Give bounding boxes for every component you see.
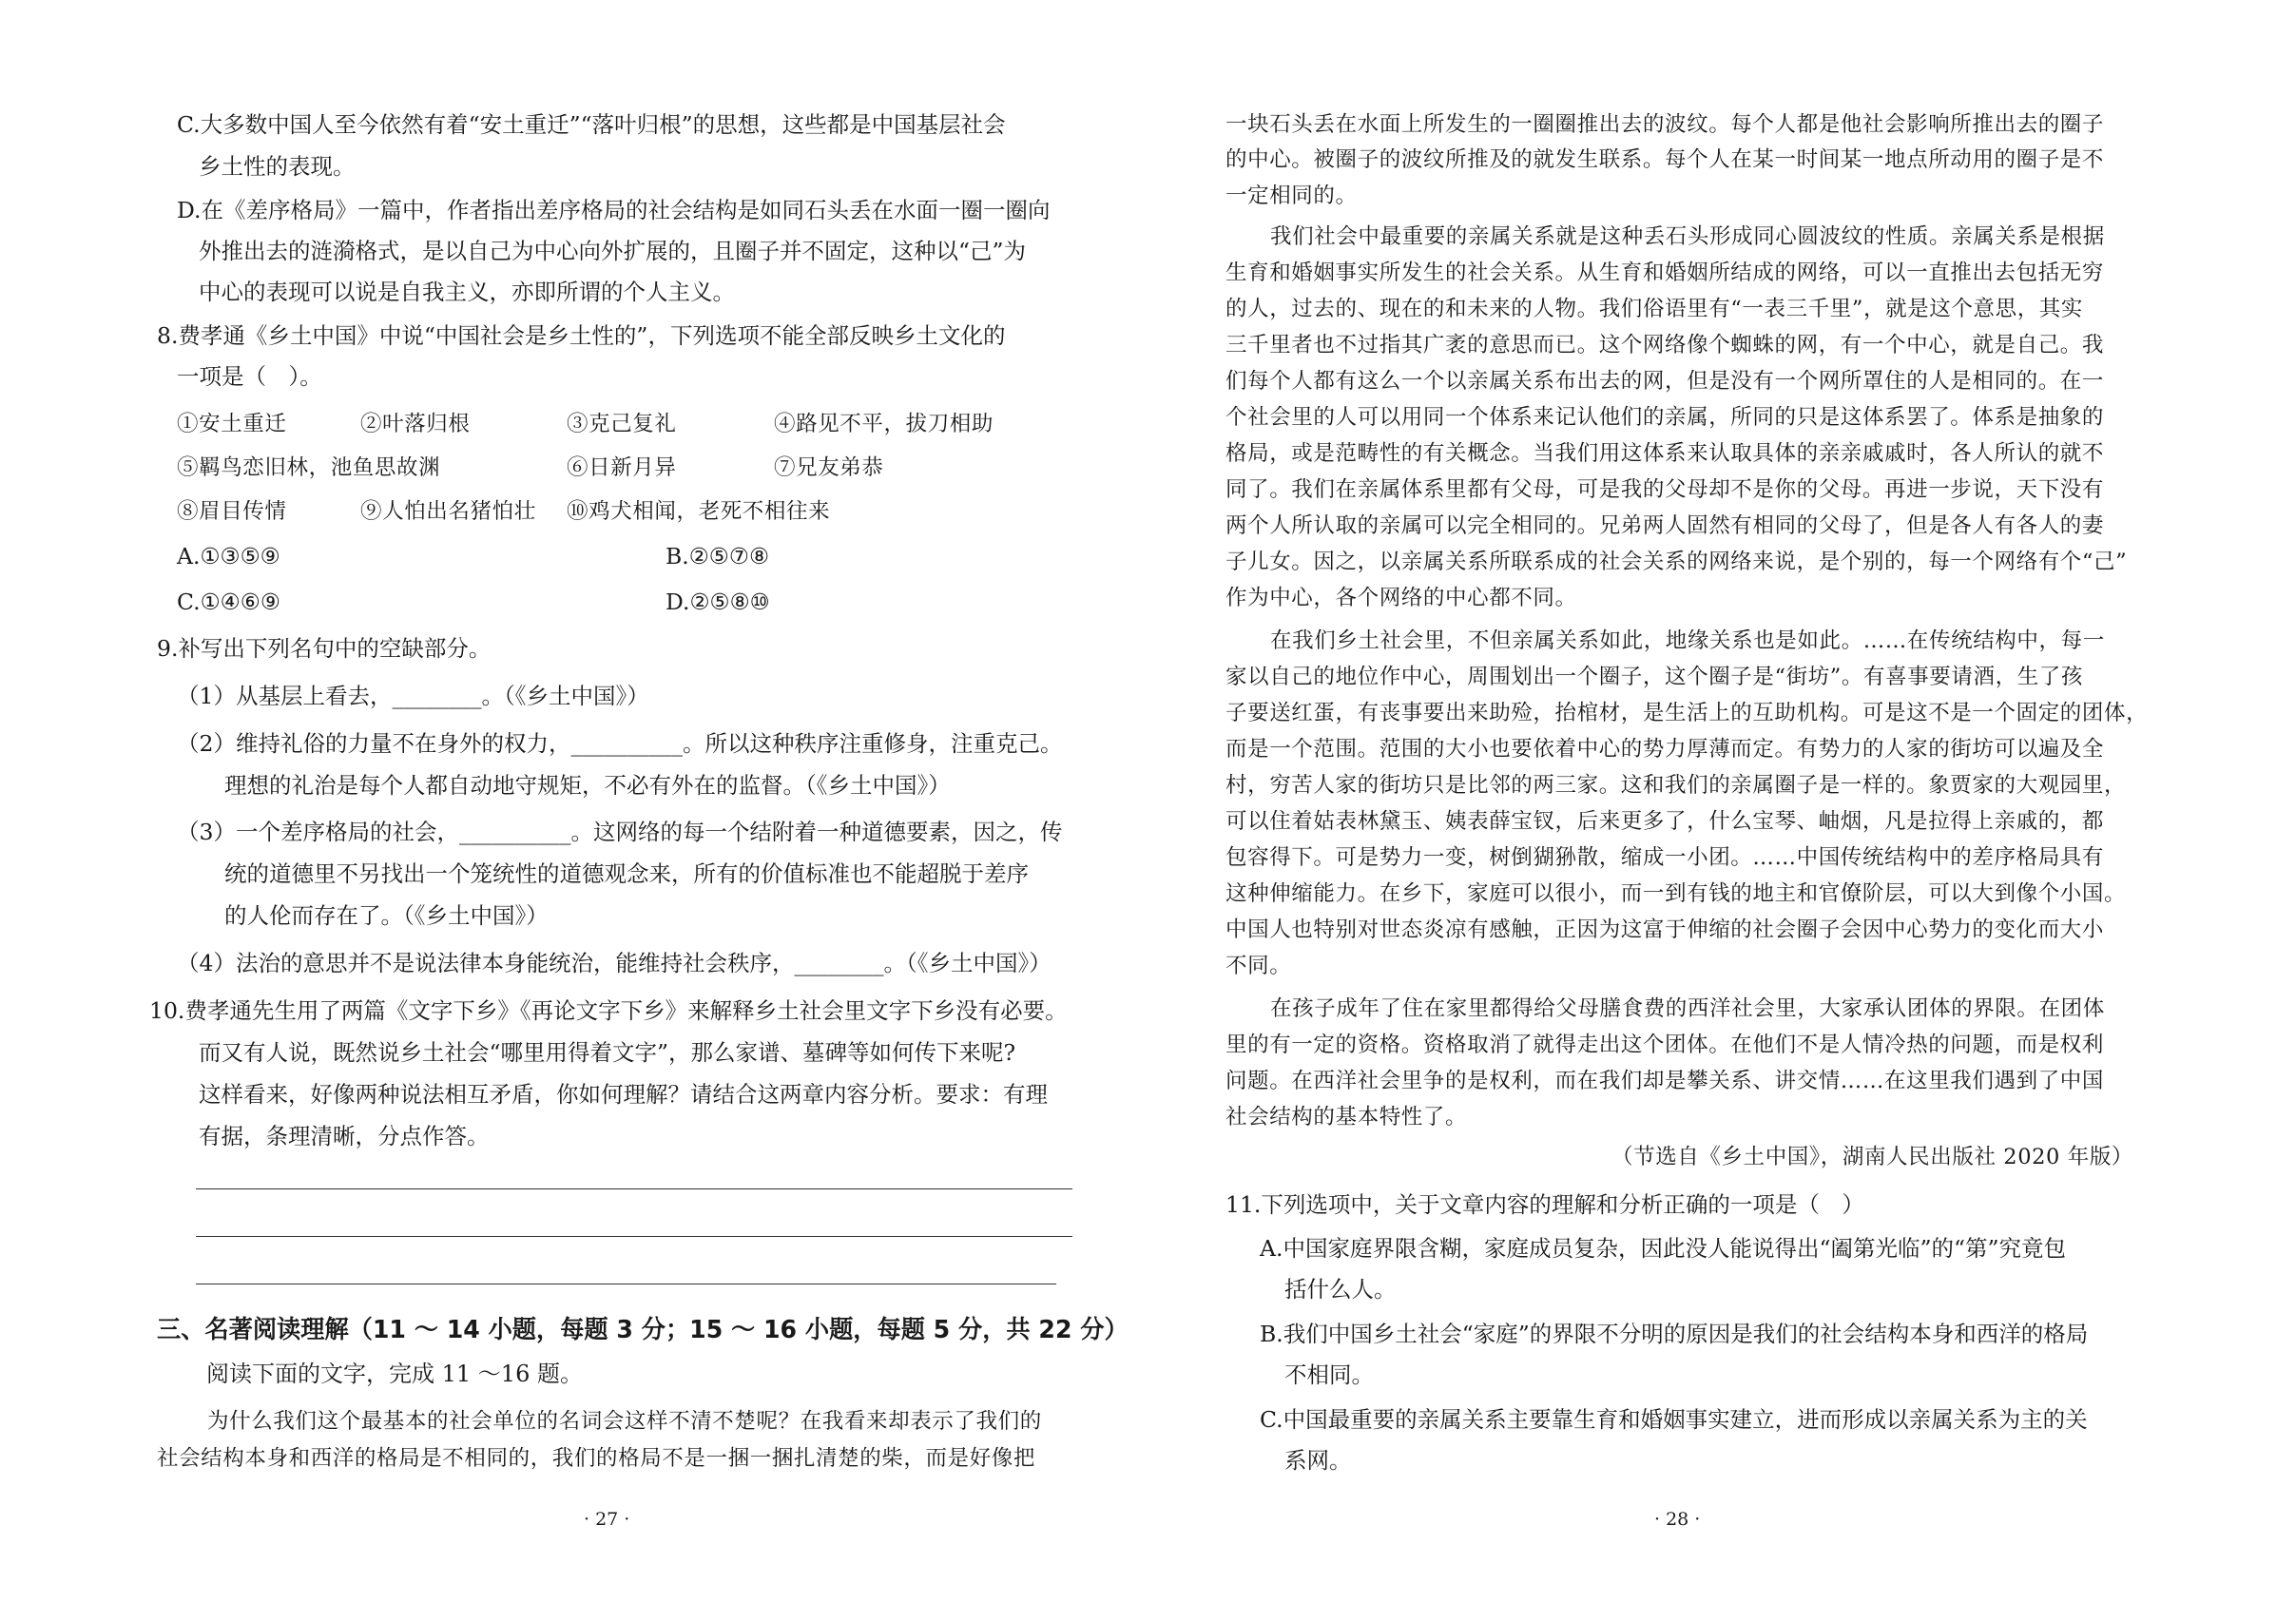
answer-line[interactable] — [196, 1236, 1072, 1237]
passage-line: 包容得下。可是势力一变，树倒猢狲散，缩成一小团。……中国传统结构中的差序格局具有 — [1225, 845, 2105, 870]
passage-line: 生育和婚姻事实所发生的社会关系。从生育和婚姻所结成的网络，可以一直推出去包括无穷 — [1225, 261, 2105, 285]
section3-heading: 三、名著阅读理解（11 ～ 14 小题，每题 3 分；15 ～ 16 小题，每题 5 分，共 22 分） — [157, 1316, 1129, 1344]
q8-option-a: A.①③⑤⑨ — [177, 543, 280, 570]
passage-line: 子要送红蛋，有丧事要出来助殓，抬棺材，是生活上的互助机构。可是这不是一个固定的团体， — [1225, 701, 2149, 725]
q7-option-d-line: D.在《差序格局》一篇中，作者指出差序格局的社会结构是如同石头丢在水面一圈一圈向 — [177, 197, 1051, 223]
passage-line: 的人，过去的、现在的和未来的人物。我们俗语里有“一表三千里”，就是这个意思，其实 — [1225, 297, 2084, 321]
q8-item: ②叶落归根 — [360, 412, 471, 436]
q8-stem-line: 8.费孝通《乡土中国》中说“中国社会是乡土性的”，下列选项不能全部反映乡土文化的 — [157, 322, 1006, 349]
q7-option-c-line: C.大多数中国人至今依然有着“安土重迁”“落叶归根”的思想，这些都是中国基层社会 — [177, 111, 1006, 138]
passage-line: 不同。 — [1225, 954, 1292, 978]
page-number-left: · 27 · — [584, 1509, 630, 1530]
passage-line: 里的有一定的资格。资格取消了就得走出这个团体。在他们不是人情冷热的问题，而是权利 — [1225, 1033, 2105, 1057]
passage-line: 这种伸缩能力。在乡下，家庭可以很小，而一到有钱的地主和官僚阶层，可以大到像个小国。 — [1225, 881, 2127, 906]
q8-stem-line: 一项是（ ）。 — [177, 363, 322, 390]
answer-line[interactable] — [196, 1188, 1072, 1189]
section3-instruction: 阅读下面的文字，完成 11 ～16 题。 — [206, 1361, 583, 1387]
q11-option-b: 不相同。 — [1284, 1361, 1374, 1388]
q9-line: （3）一个差序格局的社会，__________。这网络的每一个结附着一种道德要素，因之，传 — [177, 819, 1063, 845]
q8-item: ⑦兄友弟恭 — [774, 455, 884, 480]
q9-line: （1）从基层上看去，________。（《乡土中国》） — [177, 683, 649, 709]
q7-option-c-line: 乡土性的表现。 — [199, 153, 356, 180]
q11-option-a: 括什么人。 — [1284, 1276, 1397, 1303]
right-page — [1148, 0, 2296, 1622]
passage-line: 个社会里的人可以用同一个体系来记认他们的亲属，所同的只是这体系罢了。体系是抽象的 — [1225, 405, 2105, 430]
passage-line: 两个人所认取的亲属可以完全相同的。兄弟两人固然有相同的父母了，但是各人有各人的妻 — [1225, 513, 2105, 538]
q10-line: 有据，条理清晰，分点作答。 — [199, 1123, 490, 1149]
passage-line: 中国人也特别对世态炎凉有感触，正因为这富于伸缩的社会圈子会因中心势力的变化而大小 — [1225, 917, 2105, 942]
q8-item: ④路见不平，拔刀相助 — [774, 412, 994, 436]
q8-option-d: D.②⑤⑧⑩ — [666, 589, 770, 615]
passage-line: 同了。我们在亲属体系里都有父母，可是我的父母却不是你的父母。再进一步说，天下没有 — [1225, 477, 2105, 502]
q8-item: ⑤羁鸟恋旧林，池鱼思故渊 — [177, 455, 441, 480]
q11-option-c: 系网。 — [1284, 1447, 1352, 1474]
passage-line: 在孩子成年了住在家里都得给父母膳食费的西洋社会里，大家承认团体的界限。在团体 — [1270, 996, 2105, 1021]
passage-line: 社会结构的基本特性了。 — [1225, 1105, 1468, 1130]
q9-line: 的人伦而存在了。（《乡土中国》） — [224, 902, 549, 929]
passage-line: 可以住着姑表林黛玉、姨表薛宝钗，后来更多了，什么宝琴、岫烟，凡是拉得上亲戚的，都 — [1225, 809, 2105, 834]
passage-line: 在我们乡土社会里，不但亲属关系如此，地缘关系也是如此。……在传统结构中，每一 — [1270, 628, 2105, 653]
q11-option-b: B.我们中国乡土社会“家庭”的界限不分明的原因是我们的社会结构本身和西洋的格局 — [1260, 1321, 2089, 1347]
source-note: （节选自《乡土中国》，湖南人民出版社 2020 年版） — [1611, 1145, 2134, 1169]
q9-line: 统的道德里不另找出一个笼统性的道德观念来，所有的价值标准也不能超脱于差序 — [224, 860, 1029, 887]
q10-line: 10.费孝通先生用了两篇《文字下乡》《再论文字下乡》来解释乡土社会里文字下乡没有必要。 — [149, 997, 1068, 1024]
q9-stem: 9.补写出下列名句中的空缺部分。 — [157, 635, 492, 662]
q9-line: 理想的礼治是每个人都自动地守规矩，不必有外在的监督。（《乡土中国》） — [224, 772, 951, 799]
passage-line: 问题。在西洋社会里争的是权利，而在我们却是攀关系、讲交情……在这里我们遇到了中国 — [1225, 1069, 2105, 1093]
q7-option-d-line: 中心的表现可以说是自我主义，亦即所谓的个人主义。 — [199, 279, 735, 305]
passage-line: 家以自己的地位作中心，周围划出一个圈子，这个圈子是“街坊”。有喜事要请酒，生了孩 — [1225, 665, 2084, 689]
passage-line: 我们社会中最重要的亲属关系就是这种丢石头形成同心圆波纹的性质。亲属关系是根据 — [1270, 224, 2105, 249]
passage-line: 社会结构本身和西洋的格局是不相同的，我们的格局不是一捆一捆扎清楚的柴，而是好像把 — [157, 1446, 1036, 1471]
passage-line: 为什么我们这个最基本的社会单位的名词会这样不清不楚呢？在我看来却表示了我们的 — [207, 1409, 1042, 1434]
q11-option-a: A.中国家庭界限含糊，家庭成员复杂，因此没人能说得出“阖第光临”的“第”究竟包 — [1260, 1235, 2066, 1262]
q8-item: ①安土重迁 — [177, 412, 287, 436]
q8-option-b: B.②⑤⑦⑧ — [666, 543, 770, 570]
q11-stem: 11.下列选项中，关于文章内容的理解和分析正确的一项是（ ） — [1225, 1191, 1864, 1218]
passage-line: 的中心。被圈子的波纹所推及的就发生联系。每个人在某一时间某一地点所动用的圈子是不 — [1225, 147, 2105, 172]
q10-line: 这样看来，好像两种说法相互矛盾，你如何理解？请结合这两章内容分析。要求：有理 — [199, 1081, 1048, 1108]
q9-line: （2）维持礼俗的力量不在身外的权力，__________。所以这种秩序注重修身，注重克己。 — [177, 730, 1063, 757]
q8-option-c: C.①④⑥⑨ — [177, 589, 280, 615]
q8-item: ⑥日新月异 — [567, 455, 677, 480]
q8-item: ⑧眉目传情 — [177, 499, 287, 524]
passage-line: 格局，或是范畴性的有关概念。当我们用这体系来认取具体的亲亲戚戚时，各人所认的就不 — [1225, 441, 2105, 466]
q8-item: ⑨人怕出名猪怕壮 — [360, 499, 536, 524]
passage-line: 一块石头丢在水面上所发生的一圈圈推出去的波纹。每个人都是他社会影响所推出去的圈子 — [1225, 112, 2105, 137]
passage-line: 作为中心，各个网络的中心都不同。 — [1225, 586, 1577, 610]
q10-line: 而又有人说，既然说乡土社会“哪里用得着文字”，那么家谱、墓碑等如何传下来呢? — [199, 1039, 1016, 1066]
passage-line: 村，穷苦人家的街坊只是比邻的两三家。这和我们的亲属圈子是一样的。象贾家的大观园里， — [1225, 773, 2127, 798]
q7-option-d-line: 外推出去的涟漪格式，是以自己为中心向外扩展的，且圈子并不固定，这种以“己”为 — [199, 238, 1027, 264]
q8-item: ③克己复礼 — [567, 412, 677, 436]
passage-line: 而是一个范围。范围的大小也要依着中心的势力厚薄而定。有势力的人家的街坊可以遍及全 — [1225, 737, 2105, 762]
q11-option-c: C.中国最重要的亲属关系主要靠生育和婚姻事实建立，进而形成以亲属关系为主的关 — [1260, 1406, 2088, 1433]
passage-line: 三千里者也不过指其广袤的意思而已。这个网络像个蜘蛛的网，有一个中心，就是自己。我 — [1225, 333, 2105, 357]
passage-line: 子儿女。因之，以亲属关系所联系成的社会关系的网络来说，是个别的，每一个网络有个“己” — [1225, 550, 2128, 574]
passage-line: 一定相同的。 — [1225, 183, 1358, 208]
q8-item: ⑩鸡犬相闻，老死不相往来 — [567, 499, 831, 524]
passage-line: 们每个人都有这么一个以亲属关系布出去的网，但是没有一个网所罩住的人是相同的。在一 — [1225, 369, 2105, 394]
page-number-right: · 28 · — [1654, 1509, 1701, 1530]
q9-line: （4）法治的意思并不是说法律本身能统治，能维持社会秩序，________。（《乡土中国》） — [177, 950, 1052, 976]
